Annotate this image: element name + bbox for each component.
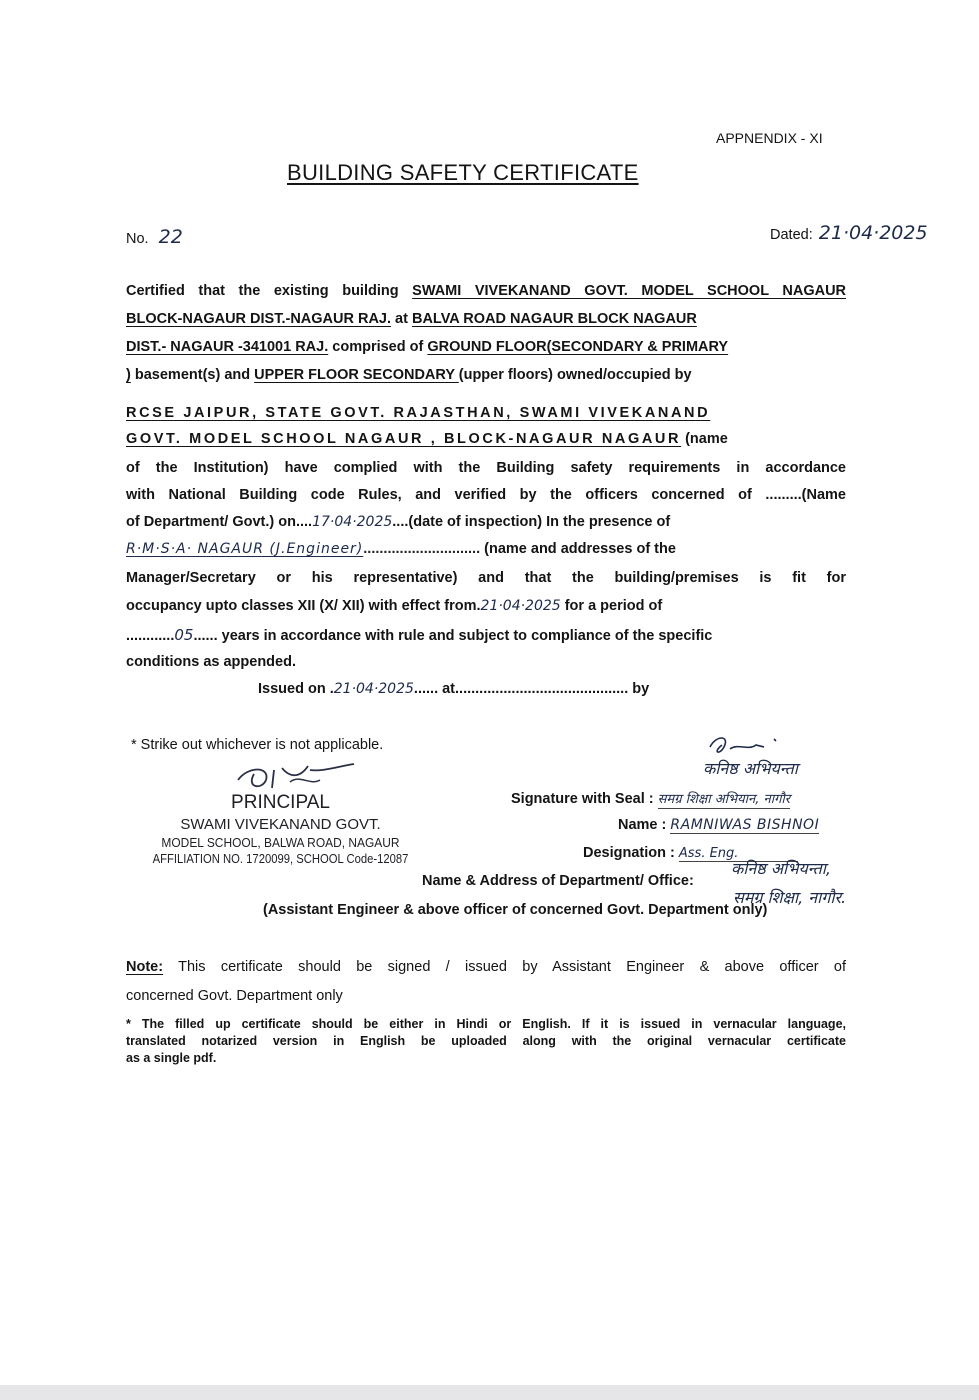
building-address: BALVA ROAD NAGAUR BLOCK NAGAUR bbox=[411, 311, 697, 327]
department-hindi-2: समग्र शिक्षा, नागौर. bbox=[733, 888, 847, 907]
star-note-1: * The filled up certificate should be either in Hindi or English. If it is issued in vernacular language, bbox=[126, 1017, 846, 1031]
body-text: for a period of bbox=[560, 598, 663, 614]
presence-name: R·M·S·A· NAGAUR (J.Engineer) bbox=[126, 541, 364, 557]
star-note-2: translated notarized version in English be uploaded along with the original vernacular certificate bbox=[126, 1034, 846, 1048]
note-line-1 bbox=[126, 959, 846, 975]
body-text: ............................. bbox=[363, 541, 481, 557]
signature-field bbox=[511, 789, 790, 807]
dated-field bbox=[770, 222, 928, 244]
name-field bbox=[618, 817, 819, 833]
issued-at: ...... at bbox=[413, 681, 456, 697]
ground-floor: GROUND FLOOR(SECONDARY & PRIMARY bbox=[427, 339, 729, 355]
body-line-1 bbox=[126, 283, 846, 299]
effect-date: 21·04·2025 bbox=[480, 598, 561, 614]
engineer-signature bbox=[704, 733, 794, 759]
appendix-label: APPNENDIX - XI bbox=[716, 130, 823, 146]
body-line-6 bbox=[126, 431, 846, 447]
owner-line-1: RCSE JAIPUR, STATE GOVT. RAJASTHAN, SWAMI VIVEKANAND bbox=[126, 405, 711, 421]
body-line-10 bbox=[126, 541, 846, 557]
body-line-3 bbox=[126, 339, 846, 355]
body-line-4 bbox=[126, 367, 846, 383]
engineer-title-hindi: कनिष्ठ अभियन्ता bbox=[703, 759, 798, 778]
department-hindi-1: कनिष्ठ अभियन्ता, bbox=[731, 859, 831, 878]
body-line-9 bbox=[126, 514, 846, 530]
body-text: ....(date of inspection) In the presence of bbox=[392, 514, 671, 530]
note-label: Note: bbox=[126, 959, 164, 975]
issued-line bbox=[258, 681, 649, 697]
number-field bbox=[126, 226, 183, 248]
body-line-2 bbox=[126, 311, 846, 327]
body-text: occupancy upto classes XII (X/ XII) with effect from. bbox=[126, 598, 481, 614]
stamp-principal: PRINCIPAL bbox=[231, 792, 330, 813]
body-text: at bbox=[391, 311, 412, 327]
assistant-engineer-note: (Assistant Engineer & above officer of concerned Govt. Department only) bbox=[263, 902, 768, 918]
stamp-address: MODEL SCHOOL, BALWA ROAD, NAGAUR bbox=[161, 835, 400, 850]
upper-floor: UPPER FLOOR SECONDARY bbox=[254, 367, 459, 383]
number-value: 22 bbox=[158, 226, 183, 248]
body-text: ............ bbox=[126, 628, 175, 644]
designation-value: Ass. Eng. bbox=[679, 846, 799, 862]
principal-stamp bbox=[138, 792, 423, 866]
body-text: (upper floors) owned/occupied by bbox=[458, 367, 692, 383]
star-note-3: as a single pdf. bbox=[126, 1051, 217, 1065]
district-pin: DIST.- NAGAUR -341001 RAJ. bbox=[126, 339, 329, 355]
stamp-school: SWAMI VIVEKANAND GOVT. bbox=[180, 816, 381, 833]
inspection-date: 17·04·2025 bbox=[312, 514, 393, 530]
note-line-2: concerned Govt. Department only bbox=[126, 988, 343, 1004]
body-text: of Department/ Govt.) on.... bbox=[126, 514, 313, 530]
scan-edge bbox=[0, 1385, 979, 1400]
department-label: Name & Address of Department/ Office: bbox=[422, 873, 694, 889]
body-line-14: conditions as appended. bbox=[126, 654, 296, 670]
body-text: comprised of bbox=[328, 339, 428, 355]
name-label: Name : bbox=[618, 817, 667, 833]
block-district: BLOCK-NAGAUR DIST.-NAGAUR RAJ. bbox=[126, 311, 392, 327]
note-text: This certificate should be signed / issued by Assistant Engineer & above officer of bbox=[163, 959, 846, 975]
signature-seal-text: समग्र शिक्षा अभियान, नागौर bbox=[657, 792, 791, 807]
issued-label: Issued on . bbox=[258, 681, 334, 697]
period-years: 05 bbox=[174, 626, 194, 644]
dated-label: Dated: bbox=[770, 227, 813, 243]
strike-note: * Strike out whichever is not applicable. bbox=[131, 737, 384, 753]
issued-date: 21·04·2025 bbox=[333, 681, 414, 697]
building-name: SWAMI VIVEKANAND GOVT. MODEL SCHOOL NAGAUR bbox=[412, 283, 847, 299]
body-text: (name bbox=[681, 431, 728, 447]
name-value: RAMNIWAS BISHNOI bbox=[670, 817, 820, 833]
body-text: ...... years in accordance with rule and subject to compliance of the specific bbox=[193, 628, 713, 644]
signature-label: Signature with Seal : bbox=[511, 791, 654, 807]
stamp-affiliation: AFFILIATION NO. 1720099, SCHOOL Code-12087 bbox=[152, 852, 409, 866]
body-line-7: of the Institution) have complied with the Building safety requirements in accordance bbox=[126, 460, 846, 476]
body-line-12 bbox=[126, 598, 846, 614]
issued-by: by bbox=[628, 681, 650, 697]
body-line-8: with National Building code Rules, and verified by the officers concerned of .........(Name bbox=[126, 487, 846, 503]
body-line-11: Manager/Secretary or his representative) and that the building/premises is fit for bbox=[126, 570, 846, 586]
owner-line-2: GOVT. MODEL SCHOOL NAGAUR , BLOCK-NAGAUR NAGAUR bbox=[126, 431, 682, 447]
body-text: Certified that the existing building bbox=[126, 283, 413, 299]
issued-place: ........................................... bbox=[455, 681, 629, 697]
body-text: (name and addresses of the bbox=[480, 541, 676, 557]
number-label: No. bbox=[126, 231, 149, 247]
principal-signature bbox=[230, 760, 360, 796]
body-line-13 bbox=[126, 626, 846, 644]
dated-value: 21·04·2025 bbox=[818, 222, 928, 244]
designation-label: Designation : bbox=[583, 845, 675, 861]
ground-floor-close: ) bbox=[126, 367, 131, 383]
body-text: basement(s) and bbox=[130, 367, 255, 383]
page-title: BUILDING SAFETY CERTIFICATE bbox=[287, 160, 639, 185]
